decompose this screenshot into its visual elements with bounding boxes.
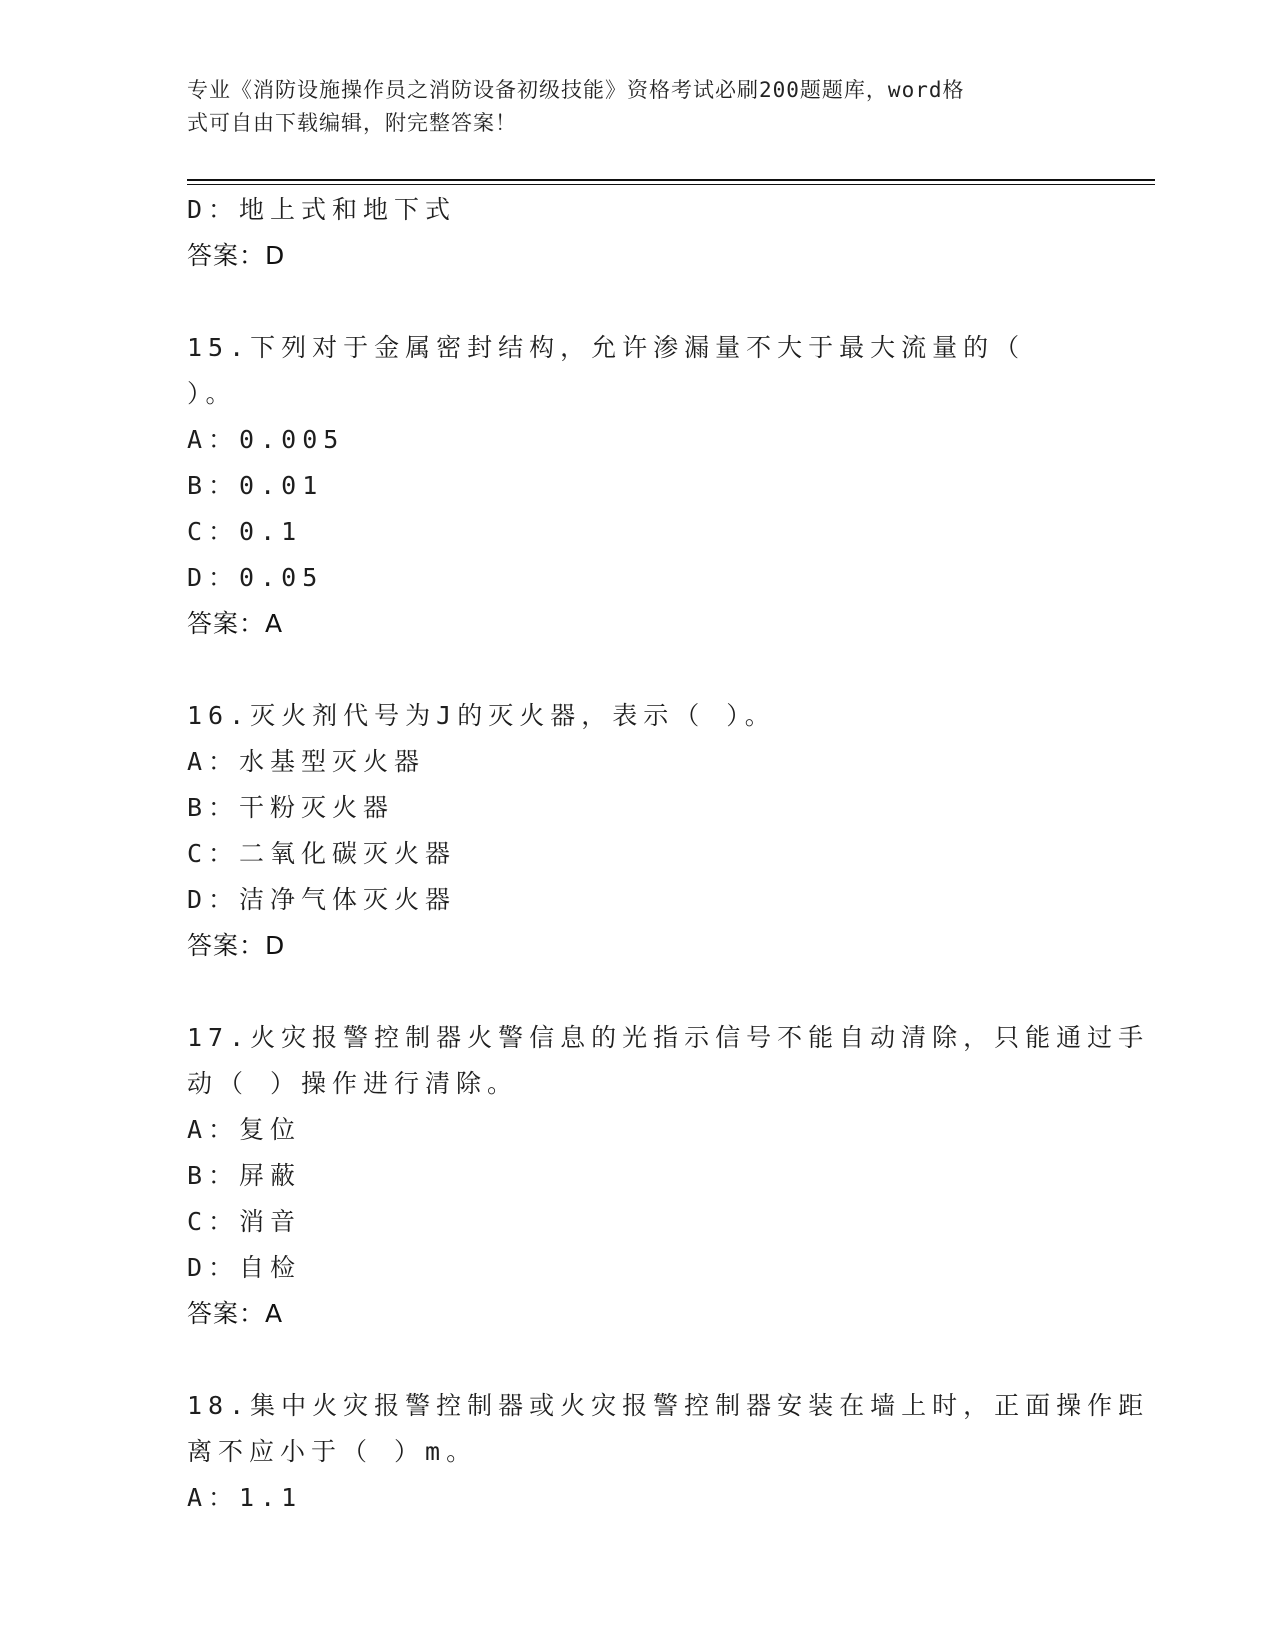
question-list	[187, 187, 1150, 1521]
option-a: A：0.005	[187, 425, 345, 454]
header-line-1: 专业《消防设施操作员之消防设备初级技能》资格考试必刷200题题库，word格	[187, 78, 965, 102]
option-d: D：洁净气体灭火器	[187, 885, 457, 914]
question-stem-line-2: 离不应小于（ ）m。	[187, 1437, 478, 1466]
header-divider-thick	[187, 179, 1155, 181]
question-14-tail	[187, 187, 1087, 279]
header-divider-thin	[187, 184, 1155, 185]
option-c: C：二氧化碳灭火器	[187, 839, 457, 868]
option-a: A：1.1	[187, 1483, 303, 1512]
question-16	[187, 693, 1087, 969]
spacer	[187, 1337, 1087, 1383]
option-d: D：0.05	[187, 563, 324, 592]
spacer	[187, 279, 1087, 325]
option-d: D：地上式和地下式	[187, 195, 457, 224]
question-15	[187, 325, 1087, 647]
option-a: A：水基型灭火器	[187, 747, 426, 776]
option-d: D：自检	[187, 1253, 302, 1282]
answer: 答案：D	[187, 931, 286, 960]
answer: 答案：A	[187, 1299, 284, 1328]
option-b: B：干粉灭火器	[187, 793, 395, 822]
option-a: A：复位	[187, 1115, 302, 1144]
question-17	[187, 1015, 1150, 1337]
option-b: B：0.01	[187, 471, 324, 500]
answer: 答案：D	[187, 241, 286, 270]
header-line-2: 式可自由下载编辑，附完整答案！	[187, 111, 517, 135]
question-stem: 15.下列对于金属密封结构，允许渗漏量不大于最大流量的（ ）。	[187, 333, 1026, 408]
option-c: C：0.1	[187, 517, 303, 546]
question-stem: 16.灭火剂代号为J的灭火器，表示（ ）。	[187, 701, 776, 730]
question-stem-line-1: 18.集中火灾报警控制器或火灾报警控制器安装在墙上时，正面操作距	[187, 1391, 1150, 1420]
document-header	[187, 74, 1067, 140]
answer: 答案：A	[187, 609, 284, 638]
question-stem-line-2: 动（ ）操作进行清除。	[187, 1069, 519, 1098]
option-c: C：消音	[187, 1207, 302, 1236]
spacer	[187, 969, 1087, 1015]
option-b: B：屏蔽	[187, 1161, 302, 1190]
question-18	[187, 1383, 1150, 1521]
spacer	[187, 647, 1087, 693]
question-stem-line-1: 17.火灾报警控制器火警信息的光指示信号不能自动清除，只能通过手	[187, 1023, 1150, 1052]
